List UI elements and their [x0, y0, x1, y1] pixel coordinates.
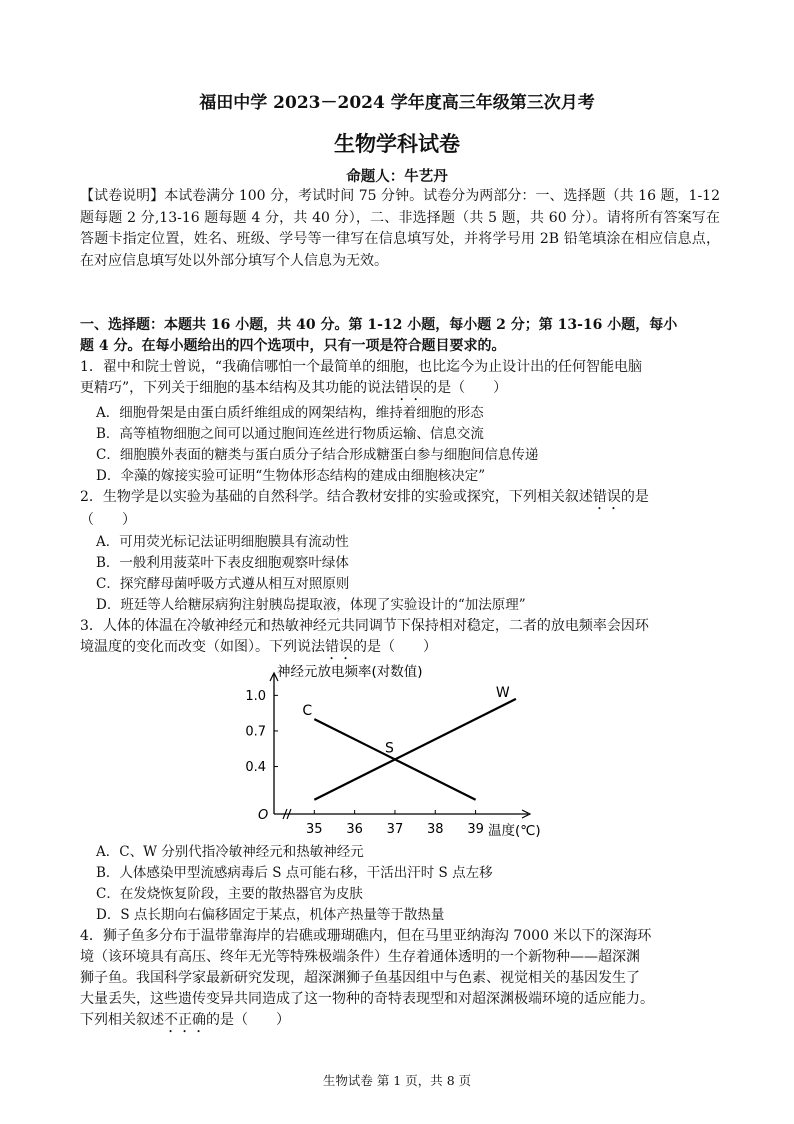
series-line-W [314, 699, 516, 800]
chart-series [314, 699, 516, 800]
origin-label: O [258, 808, 269, 823]
y-axis-label: 神经元放电频率(对数值) [277, 664, 423, 680]
q2-option-d: D．班廷等人给糖尿病狗注射胰岛提取液，体现了实验设计的“加法原理” [96, 597, 526, 613]
subject-title: 生物学科试卷 [334, 131, 460, 156]
q2-stem-post: 的是 [620, 489, 649, 505]
chart-axes [270, 673, 530, 819]
q3-stem-post: 的是（ ） [353, 639, 437, 655]
x-tick-label: 37 [386, 822, 404, 837]
x-tick-label: 35 [306, 822, 323, 837]
series-label-W: W [495, 684, 510, 701]
x-tick-label: 38 [426, 822, 444, 837]
chart-labels [258, 663, 541, 839]
q2-emphasis: 错误 [592, 489, 621, 505]
q1-option-c: C．细胞膜外表面的糖类与蛋白质分子结合形成糖蛋白参与细胞间信息传递 [96, 447, 539, 463]
q4-stem-line2: 境（该环境具有高压、终年无光等特殊极端条件）生存着通体透明的一个新物种——超深渊 [80, 949, 640, 965]
x-tick-label: 39 [467, 822, 484, 837]
q2-option-c: C．探究酵母菌呼吸方式遵从相互对照原则 [96, 576, 350, 592]
q3-option-c: C．在发烧恢复阶段，主要的散热器官为皮肤 [96, 886, 363, 902]
q3-option-d: D．S 点长期向右偏移固定于某点，机体产热量等于散热量 [96, 907, 445, 923]
y-tick-label: 1.0 [245, 688, 266, 704]
q1-stem-line1: 1．翟中和院士曾说，“我确信哪怕一个最简单的细胞，也比迄今为止设计出的任何智能电脑 [80, 359, 643, 375]
q4-stem-line4: 大量丢失，这些遗传变异共同造成了这一物种的奇特表现型和对超深渊极端环境的适应能力。 [80, 991, 654, 1007]
chart-ticks [245, 689, 484, 837]
y-tick-label: 0.4 [245, 760, 266, 776]
q2-stem-line2: （ ） [80, 512, 136, 528]
q1-stem-post: 的是（ ） [423, 380, 508, 396]
intersection-label-S: S [384, 740, 394, 757]
q2-stem-line1 [80, 487, 649, 513]
q4-stem-pre: 下列相关叙述 [80, 1012, 164, 1028]
section1-heading-line1: 一、选择题：本题共 16 小题，共 40 分。第 1-12 小题，每小题 2 分；第 13-16 小题，每小 [80, 317, 678, 333]
q1-option-d: D．伞藻的嫁接实验可证明“生物体形态结构的建成由细胞核决定” [96, 468, 486, 484]
q4-emphasis: 不正确 [164, 1012, 206, 1028]
q3-stem-line2 [80, 637, 437, 663]
q2-stem-pre: 2．生物学是以实验为基础的自然科学。结合教材安排的实验或探究，下列相关叙述 [80, 489, 593, 505]
y-tick-label: 0.7 [245, 724, 266, 740]
q1-stem-line2 [80, 378, 507, 404]
q4-stem-line1: 4．狮子鱼多分布于温带靠海岸的岩礁或珊瑚礁内，但在马里亚纳海沟 7000 米以下的深海环 [80, 928, 652, 944]
q1-option-b: B．高等植物细胞之间可以通过胞间连丝进行物质运输、信息交流 [96, 426, 484, 442]
q3-option-a: A．C、W 分别代指冷敏神经元和热敏神经元 [96, 844, 364, 860]
q1-emphasis: 错误 [395, 380, 424, 396]
q3-stem-line1: 3．人体的体温在冷敏神经元和热敏神经元共同调节下保持相对稳定，二者的放电频率会因环 [80, 618, 649, 634]
q1-stem-pre: 更精巧”，下列关于细胞的基本结构及其功能的说法 [80, 380, 396, 396]
section1-heading-line2: 题 4 分。在每小题给出的四个选项中，只有一项是符合题目要求的。 [80, 338, 506, 354]
exam-instructions: 【试卷说明】本试卷满分 100 分，考试时间 75 分钟。试卷分为两部分：一、选择题（共 16 题，1-12 题每题 2 分,13-16 题每题 4 分，共 40 分），二、非选择题（共 5 题，共 60 分）。请将所有答案写在答题卡指定位置，姓名、班级、学号等一律写在信息填写处，并将学号用 2B 铅笔填涂在相应信息点，在对应信息填写处以外部分填写个人信息为无效。 [80, 188, 720, 269]
q3-emphasis: 错误 [325, 639, 353, 655]
series-label-C: C [302, 703, 313, 720]
exam-title: 福田中学 2023－2024 学年度高三年级第三次月考 [199, 93, 595, 113]
firing-rate-chart [240, 662, 570, 840]
q4-stem-post: 的是（ ） [206, 1012, 290, 1028]
q1-option-a: A．细胞骨架是由蛋白质纤维组成的网架结构，维持着细胞的形态 [96, 405, 484, 421]
author-line: 命题人：牛艺丹 [346, 168, 448, 185]
page-footer: 生物试卷 第 1 页，共 8 页 [322, 1073, 472, 1088]
q4-stem-line5 [80, 1010, 290, 1036]
x-tick-label: 36 [346, 822, 363, 837]
q2-option-a: A．可用荧光标记法证明细胞膜具有流动性 [96, 534, 349, 550]
q4-stem-line3: 狮子鱼。我国科学家最新研究发现，超深渊狮子鱼基因组中与色素、视觉相关的基因发生了 [80, 970, 640, 986]
q3-option-b: B．人体感染甲型流感病毒后 S 点可能右移，干活出汗时 S 点左移 [96, 865, 493, 881]
x-axis-label: 温度(℃) [488, 823, 541, 839]
q3-stem-pre: 境温度的变化而改变（如图）。下列说法 [80, 639, 325, 655]
q2-option-b: B．一般利用菠菜叶下表皮细胞观察叶绿体 [96, 555, 349, 571]
